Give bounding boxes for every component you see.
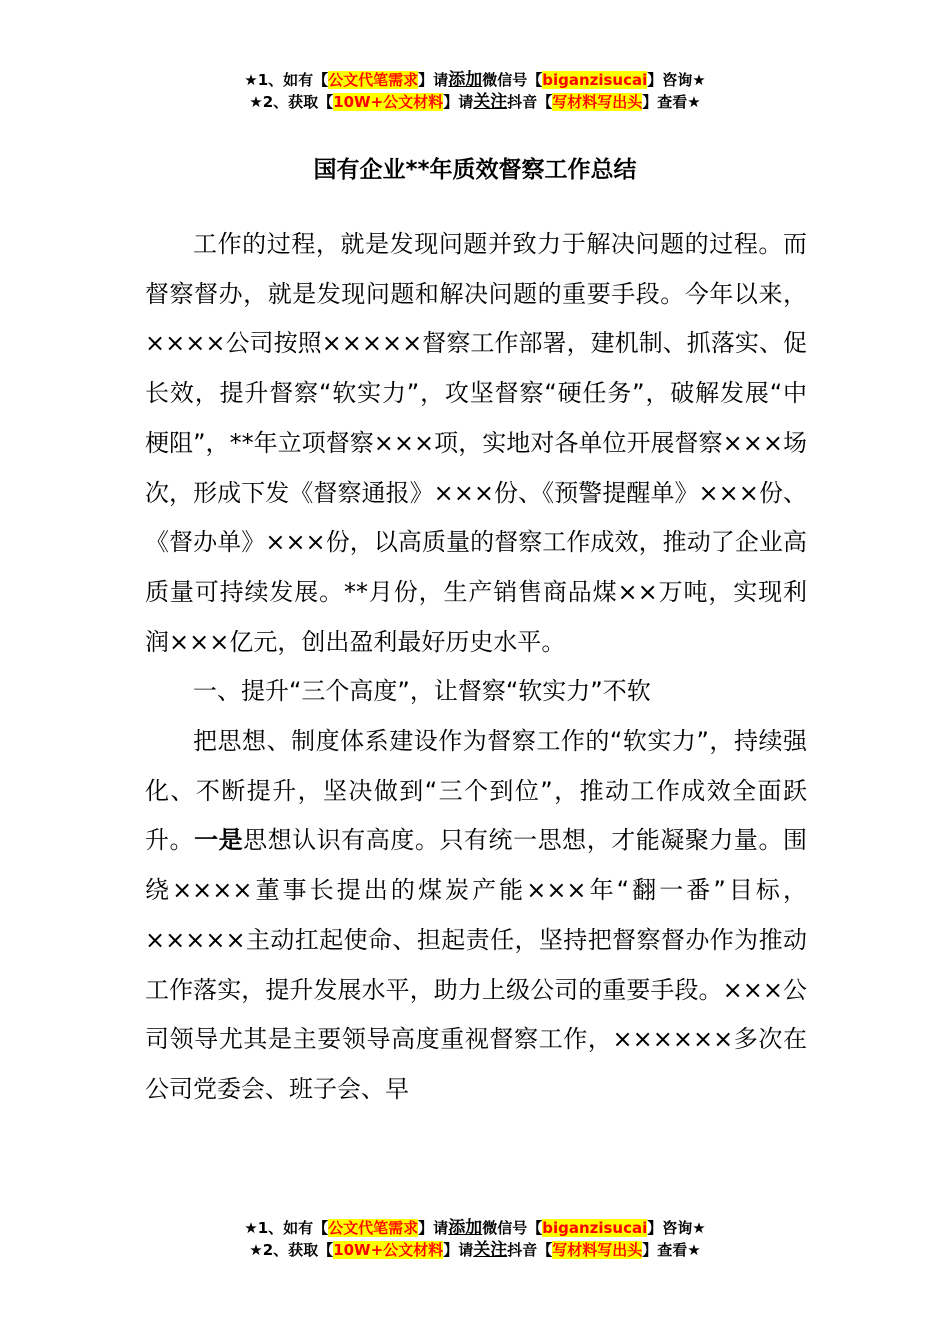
emphasis-add: 添加	[448, 70, 483, 90]
promo-line-2: ★2、获取【10W+公文材料】请关注抖音【写材料写出头】查看★	[249, 1240, 701, 1260]
highlight-wechat-id: biganzisucai	[542, 71, 648, 89]
highlight-douyin-account: 写材料写出头	[552, 1241, 643, 1259]
lead-phrase: 一是	[194, 826, 244, 855]
document-title: 国有企业**年质效督察工作总结	[313, 157, 637, 183]
section-heading: 一、提升“三个高度”，让督察“软实力”不软	[193, 677, 651, 706]
intro-paragraph: 工作的过程，就是发现问题并致力于解决问题的过程。而督察督办，就是发现问题和解决问题的重要手段。今年以来，××××公司按照×××××督察工作部署，建机制、抓落实、促长效，提升督察“软实力”，攻坚督察“硬任务”，破解发展“中梗阻”，**年立项督察×××项，实地对各单位开展督察×××场次，形成下发《督察通报》×××份、《预警提醒单》×××份、《督办单》×××份，以高质量的督察工作成效，推动了企业高质量可持续发展。**月份，生产销售商品煤××万吨，实现利润×××亿元，创出盈利最好历史水平。	[145, 230, 807, 656]
highlight-service: 公文代笔需求	[328, 1219, 419, 1237]
emphasis-follow: 关注	[473, 1240, 508, 1260]
emphasis-follow: 关注	[473, 92, 508, 112]
promo-banner-top	[0, 69, 950, 113]
section-paragraph: 把思想、制度体系建设作为督察工作的“软实力”，持续强化、不断提升，坚决做到“三个到位”，推动工作成效全面跃升。一是思想认识有高度。只有统一思想，才能凝聚力量。围绕××××董事长提出的煤炭产能×××年“翻一番”目标，×××××主动扛起使命、担起责任，坚持把督察督办作为推动工作落实，提升发展水平，助力上级公司的重要手段。×××公司领导尤其是主要领导高度重视督察工作，××××××多次在公司党委会、班子会、早	[145, 727, 808, 1103]
highlight-douyin-account: 写材料写出头	[552, 93, 643, 111]
emphasis-add: 添加	[448, 1218, 483, 1238]
promo-banner-bottom	[0, 1217, 950, 1261]
document-body	[145, 220, 807, 1115]
highlight-materials: 10W+公文材料	[333, 93, 444, 111]
highlight-materials: 10W+公文材料	[333, 1241, 444, 1259]
promo-line-1: ★1、如有【公文代笔需求】请添加微信号【biganzisucai】咨询★	[244, 70, 706, 90]
promo-line-1: ★1、如有【公文代笔需求】请添加微信号【biganzisucai】咨询★	[244, 1218, 706, 1238]
highlight-wechat-id: biganzisucai	[542, 1219, 648, 1237]
promo-line-2: ★2、获取【10W+公文材料】请关注抖音【写材料写出头】查看★	[249, 92, 701, 112]
highlight-service: 公文代笔需求	[328, 71, 419, 89]
